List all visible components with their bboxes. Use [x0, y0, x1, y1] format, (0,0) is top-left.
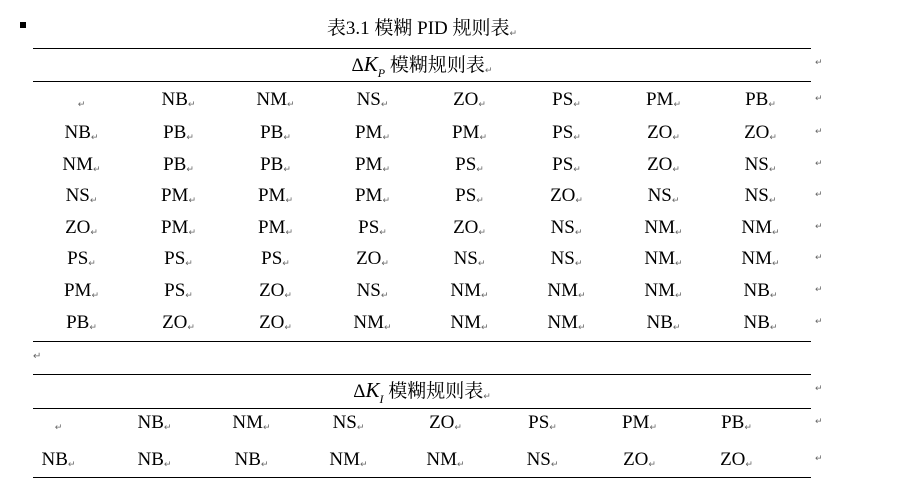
- cell-mark: ↵: [90, 133, 99, 143]
- delta-symbol: Δ: [351, 55, 364, 76]
- cell-mark: ↵: [263, 423, 271, 433]
- paragraph-mark: ↵: [509, 29, 518, 39]
- cell-mark: ↵: [287, 100, 295, 110]
- cell-mark: ↵: [672, 323, 681, 333]
- cell-mark: ↵: [478, 228, 486, 238]
- cell-text: NB: [234, 449, 261, 470]
- rule-cell: [712, 214, 809, 247]
- rule-cell: [712, 245, 809, 278]
- rule-cell: [518, 119, 615, 152]
- cell-mark: ↵: [578, 291, 586, 301]
- cell-mark: ↵: [282, 259, 290, 269]
- cell-mark: ↵: [672, 165, 680, 175]
- cell-mark: ↵: [186, 133, 194, 143]
- cell-mark: ↵: [186, 165, 194, 175]
- cell-mark: ↵: [478, 100, 486, 110]
- cell-text: NS: [356, 280, 381, 301]
- cell-mark: ↵: [481, 323, 489, 333]
- cell-mark: ↵: [188, 228, 196, 238]
- cell-mark: ↵: [163, 460, 172, 470]
- rule-cell: [227, 277, 324, 310]
- rule-cell: [712, 119, 809, 152]
- cell-text: NM: [547, 312, 579, 333]
- title-end-mark: ↵: [815, 384, 823, 394]
- rule-cell: [421, 182, 518, 215]
- rule-cell: [494, 446, 591, 479]
- cell-mark: ↵: [91, 291, 99, 301]
- cell-text: NS: [356, 89, 381, 110]
- rule-cell: [227, 245, 324, 278]
- cell-text: ZO: [623, 449, 649, 470]
- cell-text: NM: [741, 248, 773, 269]
- kp-table-header-row: [33, 86, 823, 114]
- cell-mark: ↵: [384, 323, 392, 333]
- cell-text: NB: [743, 312, 770, 333]
- kp-table-row: [33, 151, 823, 179]
- cell-text: PM: [354, 185, 383, 206]
- cell-mark: ↵: [574, 228, 583, 238]
- title-suffix: 模糊规则表: [383, 381, 484, 402]
- kp-table-row: [33, 245, 823, 273]
- header-cell: [106, 409, 203, 442]
- cell-mark: ↵: [673, 100, 681, 110]
- ki-table-bottom-rule: [33, 477, 811, 478]
- cell-mark: ↵: [187, 323, 195, 333]
- cell-text: NS: [550, 248, 575, 269]
- cell-mark: ↵: [88, 259, 96, 269]
- ki-table-row: [33, 446, 823, 474]
- kp-table-header-rule: [33, 81, 811, 82]
- header-cell: [591, 409, 688, 442]
- cell-mark: ↵: [769, 323, 778, 333]
- rule-cell: [615, 151, 712, 184]
- cell-text: PM: [621, 412, 650, 433]
- cell-mark: ↵: [382, 165, 390, 175]
- cell-text: PM: [160, 185, 189, 206]
- cell-text: NM: [547, 280, 579, 301]
- cell-mark: ↵: [381, 259, 389, 269]
- cell-text: NB: [743, 280, 770, 301]
- table-caption: [33, 16, 811, 47]
- cell-mark: ↵: [77, 100, 86, 110]
- cell-mark: ↵: [284, 323, 292, 333]
- rule-cell: [324, 277, 421, 310]
- kp-table-row: [33, 277, 823, 305]
- cell-mark: ↵: [477, 259, 486, 269]
- cell-text: NM: [426, 449, 458, 470]
- row-end-mark: ↵: [815, 222, 823, 232]
- cell-text: NS: [453, 248, 478, 269]
- rule-cell: [324, 245, 421, 278]
- cell-mark: ↵: [550, 460, 559, 470]
- rule-cell: [300, 446, 397, 479]
- cell-mark: ↵: [675, 228, 683, 238]
- cell-text: ZO: [453, 217, 479, 238]
- cell-mark: ↵: [483, 392, 491, 402]
- cell-mark: ↵: [163, 423, 172, 433]
- row-end-mark: ↵: [815, 417, 823, 427]
- rule-cell: [227, 119, 324, 152]
- rule-cell: [615, 214, 712, 247]
- k-symbol: K: [365, 378, 380, 402]
- cell-text: NB: [137, 412, 164, 433]
- rule-cell: [130, 119, 227, 152]
- k-subscript: I: [379, 392, 384, 406]
- cell-mark: ↵: [380, 100, 389, 110]
- cell-mark: ↵: [648, 460, 656, 470]
- cell-mark: ↵: [93, 165, 101, 175]
- row-label-cell: [33, 245, 130, 278]
- cell-text: ZO: [259, 280, 285, 301]
- k-symbol: K: [363, 52, 378, 76]
- cell-text: PB: [163, 154, 187, 175]
- cell-mark: ↵: [360, 460, 368, 470]
- rule-cell: [615, 245, 712, 278]
- cell-text: NS: [65, 185, 90, 206]
- cell-mark: ↵: [578, 323, 586, 333]
- empty-paragraph-mark: ↵: [33, 351, 42, 362]
- row-label-cell: [33, 151, 130, 184]
- rule-cell: [591, 446, 688, 479]
- cell-text: PS: [455, 185, 477, 206]
- rule-cell: [615, 182, 712, 215]
- header-cell: [712, 86, 809, 119]
- list-bullet: [20, 22, 26, 28]
- cell-mark: ↵: [382, 133, 390, 143]
- cell-text: PM: [63, 280, 92, 301]
- rule-cell: [518, 245, 615, 278]
- cell-text: NM: [644, 248, 676, 269]
- cell-mark: ↵: [457, 460, 465, 470]
- cell-mark: ↵: [283, 165, 291, 175]
- rule-cell: [518, 214, 615, 247]
- kp-table-top-rule: [33, 48, 811, 49]
- rule-cell: [227, 214, 324, 247]
- cell-mark: ↵: [67, 460, 76, 470]
- header-cell: [518, 86, 615, 119]
- rule-cell: [130, 182, 227, 215]
- header-cell: [203, 409, 300, 442]
- header-cell: [688, 409, 785, 442]
- cell-mark: ↵: [768, 100, 776, 110]
- rule-cell: [421, 245, 518, 278]
- cell-mark: ↵: [671, 196, 680, 206]
- rule-cell: [227, 182, 324, 215]
- cell-text: NM: [256, 89, 288, 110]
- cell-text: NS: [526, 449, 551, 470]
- caption-text: 表3.1 模糊 PID 规则表: [326, 18, 510, 39]
- cell-text: NM: [644, 217, 676, 238]
- k-subscript: P: [377, 66, 386, 80]
- rule-cell: [615, 119, 712, 152]
- cell-mark: ↵: [285, 228, 293, 238]
- cell-mark: ↵: [484, 66, 493, 76]
- cell-mark: ↵: [772, 228, 780, 238]
- cell-mark: ↵: [649, 423, 657, 433]
- cell-text: PB: [260, 154, 284, 175]
- cell-mark: ↵: [573, 100, 581, 110]
- cell-text: PS: [455, 154, 477, 175]
- kp-table-bottom-rule: [33, 341, 811, 342]
- cell-mark: ↵: [675, 259, 683, 269]
- row-label-cell: [33, 182, 130, 215]
- rule-cell: [518, 309, 615, 342]
- cell-text: PM: [451, 122, 480, 143]
- rule-cell: [203, 446, 300, 479]
- cell-text: NM: [450, 312, 482, 333]
- row-end-mark: ↵: [815, 317, 823, 327]
- cell-mark: ↵: [768, 165, 777, 175]
- header-cell: [227, 86, 324, 119]
- header-cell: [494, 409, 591, 442]
- cell-mark: ↵: [573, 165, 581, 175]
- cell-text: ZO: [356, 248, 382, 269]
- cell-mark: ↵: [476, 196, 484, 206]
- cell-mark: ↵: [185, 259, 193, 269]
- cell-text: NS: [550, 217, 575, 238]
- cell-mark: ↵: [89, 196, 98, 206]
- cell-mark: ↵: [575, 196, 583, 206]
- rule-cell: [421, 309, 518, 342]
- rule-cell: [227, 151, 324, 184]
- cell-mark: ↵: [769, 133, 777, 143]
- delta-symbol: Δ: [353, 381, 366, 402]
- rule-cell: [421, 119, 518, 152]
- cell-text: NS: [332, 412, 357, 433]
- rule-cell: [106, 446, 203, 479]
- cell-mark: ↵: [260, 460, 269, 470]
- rule-cell: [324, 214, 421, 247]
- cell-text: PS: [528, 412, 550, 433]
- cell-mark: ↵: [476, 165, 484, 175]
- cell-text: NB: [137, 449, 164, 470]
- header-cell: [300, 409, 397, 442]
- row-end-mark: ↵: [815, 190, 823, 200]
- row-end-mark: ↵: [815, 285, 823, 295]
- header-cell: [10, 409, 107, 442]
- kp-table-row: [33, 119, 823, 147]
- cell-text: PB: [721, 412, 745, 433]
- rule-cell: [615, 309, 712, 342]
- rule-cell: [712, 182, 809, 215]
- ki-table-title: [33, 377, 811, 412]
- ki-table-header-row: [33, 409, 823, 437]
- title-suffix: 模糊规则表: [385, 55, 485, 76]
- cell-text: PM: [645, 89, 674, 110]
- cell-mark: ↵: [356, 423, 365, 433]
- header-cell: [421, 86, 518, 119]
- cell-text: NB: [646, 312, 673, 333]
- cell-text: NS: [744, 154, 769, 175]
- rule-cell: [324, 182, 421, 215]
- cell-text: PM: [257, 217, 286, 238]
- rule-cell: [421, 151, 518, 184]
- cell-mark: ↵: [675, 291, 683, 301]
- cell-mark: ↵: [380, 291, 389, 301]
- rule-cell: [130, 245, 227, 278]
- cell-text: ZO: [550, 185, 576, 206]
- header-cell: [615, 86, 712, 119]
- rule-cell: [421, 214, 518, 247]
- rule-cell: [324, 119, 421, 152]
- cell-mark: ↵: [283, 133, 291, 143]
- row-end-mark: ↵: [815, 454, 823, 464]
- cell-text: PB: [163, 122, 187, 143]
- rule-cell: [324, 309, 421, 342]
- cell-text: NM: [62, 154, 94, 175]
- ki-table-top-rule: [33, 374, 811, 375]
- cell-text: PS: [552, 122, 574, 143]
- row-label-cell: [33, 119, 130, 152]
- rule-cell: [615, 277, 712, 310]
- kp-table-row: [33, 182, 823, 210]
- cell-text: ZO: [453, 89, 479, 110]
- cell-mark: ↵: [744, 423, 752, 433]
- row-label-cell: [33, 214, 130, 247]
- cell-text: ZO: [647, 154, 673, 175]
- cell-text: NS: [744, 185, 769, 206]
- cell-text: NS: [647, 185, 672, 206]
- cell-mark: ↵: [187, 100, 196, 110]
- cell-text: NB: [161, 89, 188, 110]
- cell-text: ZO: [259, 312, 285, 333]
- rule-cell: [227, 309, 324, 342]
- rule-cell: [518, 151, 615, 184]
- cell-text: PB: [260, 122, 284, 143]
- header-cell: [324, 86, 421, 119]
- cell-text: PS: [67, 248, 89, 269]
- cell-text: PB: [66, 312, 90, 333]
- cell-mark: ↵: [54, 423, 63, 433]
- header-cell: [130, 86, 227, 119]
- rule-cell: [130, 214, 227, 247]
- cell-mark: ↵: [284, 291, 292, 301]
- rule-cell: [688, 446, 785, 479]
- cell-text: ZO: [744, 122, 770, 143]
- cell-text: PM: [354, 122, 383, 143]
- header-cell: [33, 86, 130, 119]
- cell-mark: ↵: [188, 196, 196, 206]
- cell-text: PS: [164, 248, 186, 269]
- cell-text: PM: [160, 217, 189, 238]
- cell-text: PS: [164, 280, 186, 301]
- cell-text: NM: [232, 412, 264, 433]
- cell-mark: ↵: [745, 460, 753, 470]
- rule-cell: [712, 151, 809, 184]
- row-end-mark: ↵: [815, 94, 823, 104]
- cell-text: PB: [745, 89, 769, 110]
- cell-text: PS: [261, 248, 283, 269]
- cell-text: NM: [741, 217, 773, 238]
- cell-text: NM: [353, 312, 385, 333]
- cell-mark: ↵: [768, 196, 777, 206]
- kp-table-row: [33, 309, 823, 337]
- cell-text: PS: [552, 89, 574, 110]
- title-end-mark: ↵: [815, 58, 823, 68]
- cell-text: NM: [329, 449, 361, 470]
- row-end-mark: ↵: [815, 159, 823, 169]
- rule-cell: [518, 182, 615, 215]
- cell-mark: ↵: [672, 133, 680, 143]
- cell-text: ZO: [647, 122, 673, 143]
- row-end-mark: ↵: [815, 127, 823, 137]
- row-label-cell: [33, 277, 130, 310]
- cell-mark: ↵: [382, 196, 390, 206]
- rule-cell: [421, 277, 518, 310]
- cell-mark: ↵: [549, 423, 557, 433]
- cell-text: ZO: [162, 312, 188, 333]
- cell-mark: ↵: [479, 133, 487, 143]
- rule-cell: [397, 446, 494, 479]
- cell-mark: ↵: [379, 228, 387, 238]
- cell-text: ZO: [429, 412, 455, 433]
- rule-cell: [712, 277, 809, 310]
- rule-cell: [130, 151, 227, 184]
- cell-text: ZO: [720, 449, 746, 470]
- cell-mark: ↵: [573, 133, 581, 143]
- cell-text: NB: [41, 449, 68, 470]
- cell-text: NM: [644, 280, 676, 301]
- cell-text: NB: [64, 122, 91, 143]
- cell-mark: ↵: [769, 291, 778, 301]
- rule-cell: [518, 277, 615, 310]
- cell-text: NM: [450, 280, 482, 301]
- cell-text: PM: [354, 154, 383, 175]
- cell-mark: ↵: [772, 259, 780, 269]
- kp-table-row: [33, 214, 823, 242]
- cell-text: PS: [552, 154, 574, 175]
- cell-mark: ↵: [185, 291, 193, 301]
- rule-cell: [130, 309, 227, 342]
- cell-mark: ↵: [285, 196, 293, 206]
- header-cell: [397, 409, 494, 442]
- cell-mark: ↵: [90, 228, 98, 238]
- rule-cell: [324, 151, 421, 184]
- rule-cell: [712, 309, 809, 342]
- cell-mark: ↵: [481, 291, 489, 301]
- cell-text: PM: [257, 185, 286, 206]
- row-end-mark: ↵: [815, 253, 823, 263]
- cell-mark: ↵: [454, 423, 462, 433]
- row-label-cell: [33, 309, 130, 342]
- rule-cell: [130, 277, 227, 310]
- cell-mark: ↵: [574, 259, 583, 269]
- cell-mark: ↵: [89, 323, 97, 333]
- cell-text: PS: [358, 217, 380, 238]
- cell-text: ZO: [65, 217, 91, 238]
- row-label-cell: [10, 446, 107, 479]
